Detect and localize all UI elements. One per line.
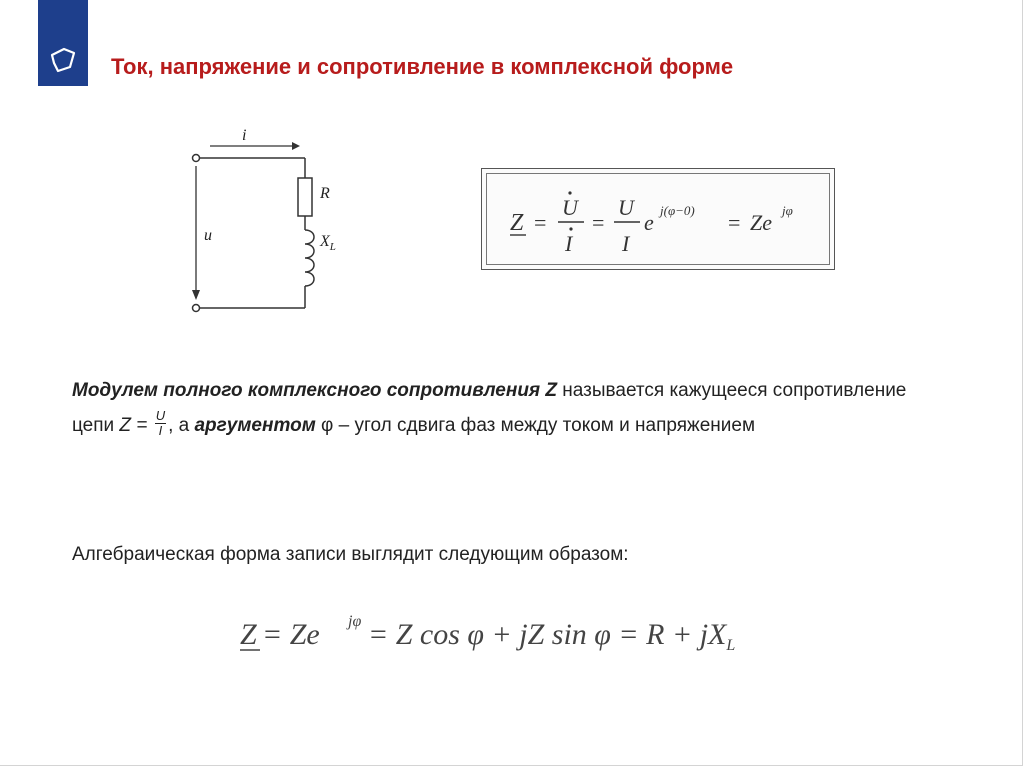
formula-lhs: Z [510, 210, 524, 236]
fraction-denominator: I [158, 423, 163, 439]
impedance-formula [488, 175, 828, 265]
bottom-terminal [193, 305, 200, 312]
voltage-arrowhead [192, 290, 200, 300]
corner-accent-bar [38, 0, 88, 86]
formula-eq-1: = [534, 210, 547, 235]
formula-dot-num: U [562, 195, 578, 220]
inductor-label: $X_L$ [320, 233, 336, 253]
current-label: i [242, 127, 247, 144]
formula-exp-base: e [644, 210, 654, 235]
formula-den: I [622, 231, 630, 256]
formula-dot-den: I [565, 231, 573, 256]
definition-comma: , а [168, 415, 195, 436]
definition-text: называется кажущееся сопротивление цепи [72, 380, 907, 436]
definition-z-eq: Z = [119, 415, 153, 436]
tag-icon [48, 45, 78, 75]
algebraic-exponent: jφ [348, 613, 362, 630]
algebraic-form-intro: Алгебраическая форма записи выглядит следующим образом: [72, 544, 629, 565]
formula-num: U [618, 195, 634, 220]
algebraic-expansion: = Z cos φ + jZ $\sin \varphi = R + jX_L$ [368, 618, 736, 654]
algebraic-formula [234, 606, 774, 662]
top-terminal [193, 155, 200, 162]
current-arrowhead [292, 142, 300, 150]
u-over-i-fraction [155, 409, 166, 438]
definition-term: Модулем полного комплексного сопротивления Z [72, 380, 558, 401]
formula-eq-3: = [728, 210, 741, 235]
formula-rhs-exponent: jφ [782, 203, 793, 218]
argument-term: аргументом [194, 415, 316, 436]
fraction-numerator: U [155, 408, 166, 424]
formula-rhs: Ze [750, 210, 772, 235]
formula-exponent: j(φ−0) [660, 203, 695, 218]
inductor [305, 230, 314, 286]
formula-eq-2: = [592, 210, 605, 235]
argument-text: φ – угол сдвига фаз между током и напряжением [315, 415, 756, 436]
definition-paragraph [72, 373, 952, 443]
resistor-label: R [320, 185, 330, 202]
algebraic-z: Z [240, 618, 257, 651]
page-title: Ток, напряжение и сопротивление в комплексной форме [111, 54, 734, 79]
algebraic-eq-1: = Ze [262, 618, 320, 651]
impedance-formula-box [481, 168, 835, 270]
resistor [298, 178, 312, 216]
voltage-label: u [204, 227, 212, 244]
circuit-diagram [180, 118, 340, 323]
